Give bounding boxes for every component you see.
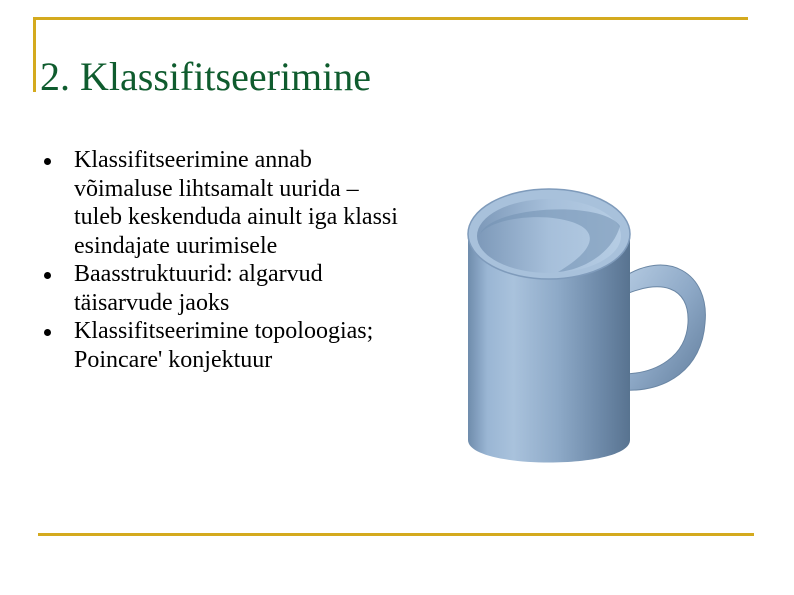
bullet-text: Klassifitseerimine annab võimaluse lihtsamalt uurida – tuleb keskenduda ainult iga klassi esindajate uurimisele: [74, 147, 398, 259]
bullet-dot-icon: [44, 158, 51, 165]
bullet-text: Klassifitseerimine topoloogias; Poincare' konjektuur: [74, 318, 374, 373]
bullet-item: [40, 260, 400, 317]
bullet-dot-icon: [44, 329, 51, 336]
bottom-rule: [38, 533, 754, 536]
left-rule: [33, 17, 36, 92]
bullet-list: [40, 146, 400, 374]
bullet-item: [40, 317, 400, 374]
slide-title: 2. Klassifitseerimine: [40, 54, 372, 99]
bullet-dot-icon: [44, 272, 51, 279]
bullet-item: [40, 146, 400, 260]
bullet-text: Baasstruktuurid: algarvud täisarvude jaoks: [74, 261, 323, 316]
coffee-mug-icon: [462, 178, 712, 476]
top-rule: [33, 17, 748, 20]
